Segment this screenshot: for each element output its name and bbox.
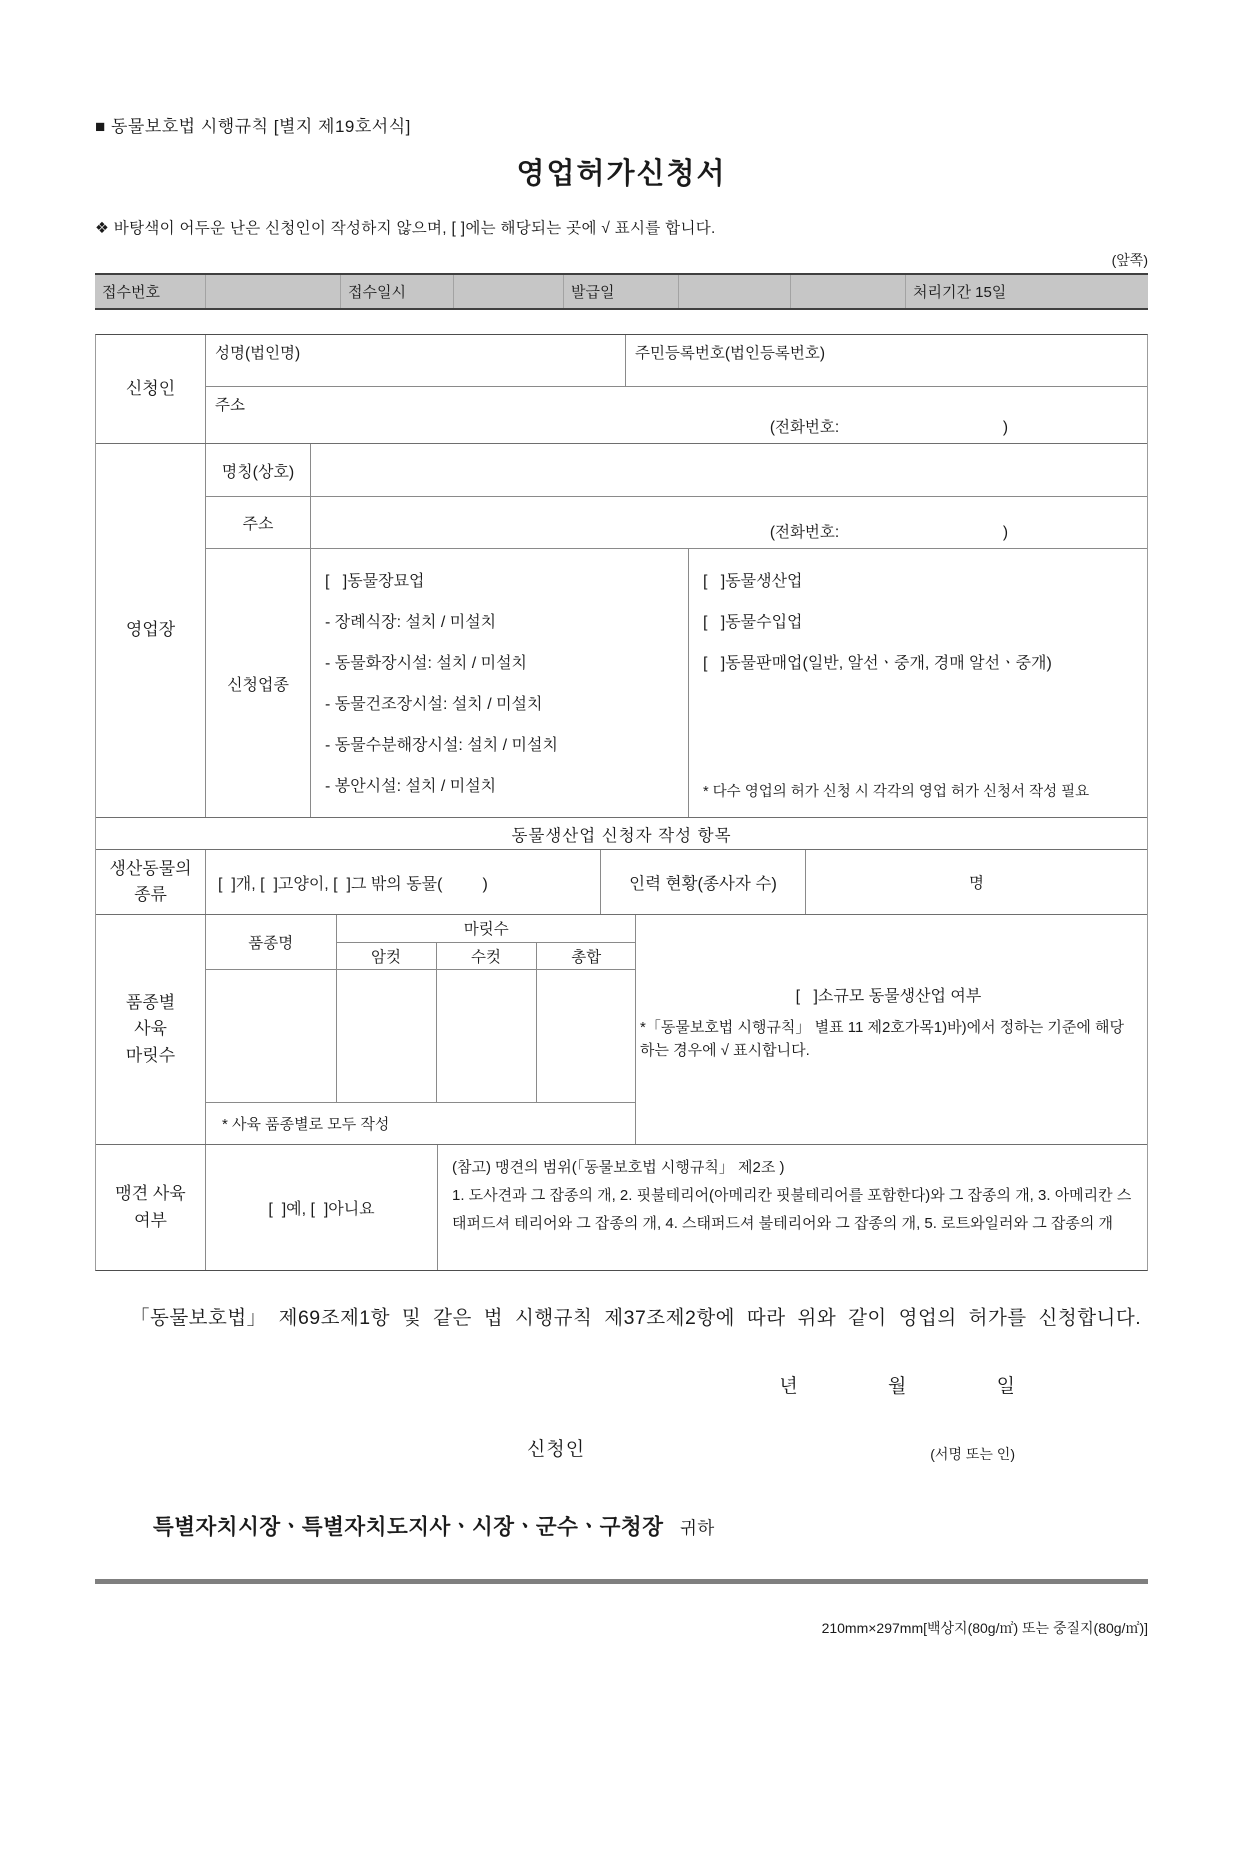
male-count-field[interactable] <box>436 969 536 1102</box>
receipt-no-label: 접수번호 <box>102 284 160 301</box>
breed-name-header: 품종명 <box>206 915 336 969</box>
species-row <box>96 850 1147 915</box>
issue-date-value-cell <box>678 275 790 308</box>
staff-count-field[interactable]: 명 <box>969 875 984 892</box>
business-type-left-column <box>311 549 689 817</box>
date-line <box>95 1371 1148 1398</box>
breed-count-label: 품종별 사육 마릿수 <box>96 915 206 1144</box>
breed-subtable-area <box>206 915 636 1144</box>
signature-or-seal-note: (서명 또는 인) <box>930 1445 1015 1462</box>
dangerous-dog-options[interactable]: [ ]예, [ ]아니요 <box>206 1145 438 1270</box>
declaration-paragraph: 「동물보호법」 제69조제1항 및 같은 법 시행규칙 제37조제2항에 따라 위와 같이 영업의 허가를 신청합니다. <box>130 1307 1142 1329</box>
applicant-phone-field[interactable]: (전화번호: ) <box>769 419 1008 436</box>
species-checkbox-options[interactable]: [ ]개, [ ]고양이, [ ]그 밖의 동물( ) <box>206 850 601 914</box>
small-scale-note: *「동물보호법 시행규칙」 별표 11 제2호가목1)바)에서 정하는 기준에 해당하는 경우에 √ 표시합니다. <box>640 1018 1124 1059</box>
business-address-label: 주소 <box>206 497 311 548</box>
male-header: 수컷 <box>436 942 536 969</box>
production-section-header: 동물생산업 신청자 작성 항목 <box>96 818 1147 850</box>
head-count-header: 마릿수 <box>336 915 636 942</box>
drying-facility-option[interactable]: - 동물건조장시설: 설치 / 미설치 <box>325 696 543 713</box>
form-reference: ■ 동물보호법 시행규칙 [별지 제19호서식] <box>95 117 411 136</box>
applicant-address-field[interactable] <box>206 387 1147 443</box>
charnel-facility-option[interactable]: - 봉안시설: 설치 / 미설치 <box>325 778 497 795</box>
addressee-suffix: 귀하 <box>679 1517 715 1538</box>
total-header: 총합 <box>536 942 636 969</box>
multiple-business-note: * 다수 영업의 허가 신청 시 각각의 영업 허가 신청서 작성 필요 <box>703 784 1090 800</box>
bottom-rule <box>95 1579 1148 1584</box>
year-label: 년 <box>779 1375 798 1397</box>
signature-line <box>95 1434 1148 1468</box>
female-header: 암컷 <box>336 942 436 969</box>
staff-count-label: 인력 현황(종사자 수) <box>601 850 806 914</box>
signature-applicant-label: 신청인 <box>527 1438 586 1460</box>
receipt-no-value-cell <box>205 275 340 308</box>
total-count-field[interactable] <box>536 969 636 1102</box>
checkbox-option-funeral[interactable]: [ ]동물장묘업 <box>325 573 425 590</box>
dangerous-dog-row <box>96 1145 1147 1270</box>
addressee-titles: 특별자치시장ㆍ특별자치도지사ㆍ시장ㆍ군수ㆍ구청장 <box>153 1514 664 1539</box>
dangerous-dog-label: 맹견 사육 여부 <box>96 1145 206 1270</box>
day-label: 일 <box>996 1375 1015 1397</box>
female-count-field[interactable] <box>336 969 436 1102</box>
species-row-label: 생산동물의 종류 <box>96 850 206 914</box>
processing-period-label: 처리기간 15일 <box>905 275 1148 308</box>
page-title: 영업허가신청서 <box>516 158 727 190</box>
checkbox-option-sales[interactable]: [ ]동물판매업(일반, 알선ㆍ중개, 경매 알선ㆍ중개) <box>703 655 1052 672</box>
applicant-section <box>96 335 1147 444</box>
fill-instruction-note: ❖ 바탕색이 어두운 난은 신청인이 작성하지 않으며, [ ]에는 해당되는 곳에 √ 표시를 합니다. <box>95 220 716 237</box>
business-section-label: 영업장 <box>96 444 206 817</box>
dog-reference-body: 1. 도사견과 그 잡종의 개, 2. 핏불테리어(아메리칸 핏불테리어를 포함한다)와 그 잡종의 개, 3. 아메리칸 스태퍼드셔 테리어와 그 잡종의 개, 4. 스태퍼드셔 불테리어와 그 잡종의 개, 5. 로트와일러와 그 잡종의 개 <box>452 1186 1132 1232</box>
applicant-section-label: 신청인 <box>96 335 206 443</box>
checkbox-option-production[interactable]: [ ]동물생산업 <box>703 573 803 590</box>
applicant-address-label: 주소 <box>215 397 245 414</box>
month-label: 월 <box>888 1375 907 1397</box>
cremation-facility-option[interactable]: - 동물화장시설: 설치 / 미설치 <box>325 655 528 672</box>
checkbox-option-import[interactable]: [ ]동물수입업 <box>703 614 803 631</box>
paper-spec-note: 210mm×297mm[백상지(80g/㎡) 또는 중질지(80g/㎡)] <box>821 1619 1148 1636</box>
page-side-indicator: (앞쪽) <box>1111 252 1148 268</box>
issue-date-label: 발급일 <box>563 275 678 308</box>
funeral-hall-option[interactable]: - 장례식장: 설치 / 미설치 <box>325 614 497 631</box>
small-scale-checkbox[interactable]: [ ]소규모 동물생산업 여부 <box>795 987 982 1005</box>
addressee-line <box>153 1510 1148 1541</box>
spare-cell <box>790 275 905 308</box>
applicant-regno-field[interactable]: 주민등록번호(법인등록번호) <box>635 345 826 362</box>
dog-reference-title: (참고) 맹견의 범위(「동물보호법 시행규칙」 제2조 ) <box>452 1159 785 1176</box>
dangerous-dog-reference <box>438 1145 1147 1270</box>
business-phone-field[interactable]: (전화번호: ) <box>769 524 1008 541</box>
breed-name-field[interactable] <box>206 969 336 1102</box>
business-name-label: 명칭(상호) <box>206 444 311 496</box>
business-type-right-column <box>689 549 1147 817</box>
applicant-name-field[interactable]: 성명(법인명) <box>206 335 626 386</box>
business-type-label: 신청업종 <box>206 549 311 817</box>
receipt-date-value-cell <box>453 275 563 308</box>
breed-fill-note: * 사육 품종별로 모두 작성 <box>222 1115 390 1133</box>
receipt-date-label: 접수일시 <box>340 275 453 308</box>
application-table <box>95 334 1148 1271</box>
small-scale-area <box>636 915 1147 1144</box>
breed-subtable <box>206 915 636 1103</box>
form-page <box>95 112 1148 1638</box>
breed-count-row <box>96 915 1147 1145</box>
business-section <box>96 444 1147 818</box>
hydrolysis-facility-option[interactable]: - 동물수분해장시설: 설치 / 미설치 <box>325 737 558 754</box>
business-name-field[interactable] <box>311 444 1147 496</box>
receipt-strip <box>95 273 1148 310</box>
business-address-field[interactable] <box>311 497 1147 548</box>
